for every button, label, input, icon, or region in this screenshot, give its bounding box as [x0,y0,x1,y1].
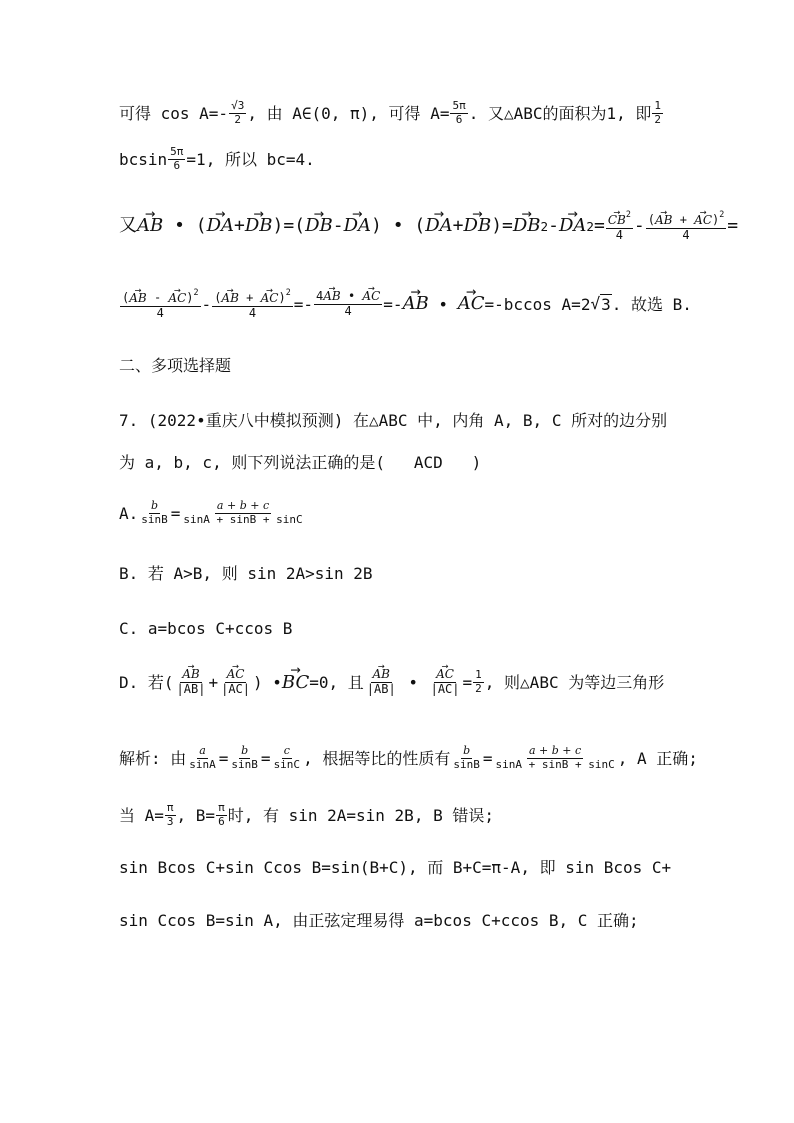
fraction-5pi-over-6: $\frac{5\pi}{6}$ [452,99,466,126]
fraction-ABplusAC-sq-over-4: $\frac{(\to AB + \to AC)^2}{4}$ [646,210,727,242]
fraction-1-over-2: $\frac{1}{2}$ [654,99,662,126]
vector-BC: → BC [282,672,309,694]
question-7-line-1: 7. (2022•重庆八中模拟预测) 在△ABC 中, 内角 A, B, C 所对的边分别 [119,411,668,430]
paren: ( [195,215,207,237]
paren: ( [294,215,306,237]
minus: - [392,294,403,314]
fraction-c-over-sinC: $\frac{c}{\sin C}$ [273,744,301,771]
question-7-line-2: 为 a, b, c, 则下列说法正确的是( ACD ) [119,453,482,472]
option-b: B. 若 A>B, 则 sin 2A>sin 2B [119,564,373,583]
fraction-a-over-sinA: $\frac{a}{\sin A}$ [189,744,216,771]
fraction-ABplusAC-sq-over-4: $\frac{(\to AB + \to AC)^2}{4}$ [212,288,293,320]
option-a: A. $\frac{b}{\sin B}$ = $\frac{a + b + c}{\sin A + \sin B + \sin C}$ [119,499,303,526]
equals: = [727,215,739,237]
dot-operator: • [428,294,458,314]
fraction-pi-over-3: $\frac{\pi}{3}$ [166,801,174,828]
equals: = [293,294,304,314]
vector-equation-line [119,210,738,242]
vector-DA: → DA [425,215,452,237]
text: , 由 A∈(0, π), 可得 A= [247,103,450,123]
vector-AB: → AB [137,215,163,237]
fraction-4ABAC-over-4: $\frac{4\to AB • \to AC}{4}$ [314,290,382,319]
vector-DB: → DB [464,215,492,237]
minus: - [303,294,314,314]
fraction-AB-over-absAB: → $\frac{AB}{|AB|}$ [365,668,398,697]
text: =1, 所以 bc=4. [186,149,315,169]
minus: - [332,215,344,237]
fraction-b-over-sinB: $\frac{b}{\sin B}$ [231,744,258,771]
vector-AB: → AB [403,293,429,315]
paren: ) [491,215,503,237]
fraction-pi-over-6: $\frac{\pi}{6}$ [218,801,225,828]
equals: = [502,215,513,237]
text: =-bccos A=2 [484,294,591,314]
dot-operator: • [163,215,196,237]
vector-DB: → DB [513,215,541,237]
paren: ) [371,215,382,237]
vector-DA: → DA [559,215,586,237]
paren: ) [272,215,284,237]
vector-DB: → DB [245,215,273,237]
vector-equation-continued [119,288,692,320]
sqrt-3: √ 3 [590,294,611,315]
exponent: 2 [586,218,595,234]
fraction-AC-over-absAC: → $\frac{AC}{|AC|}$ [429,668,462,697]
minus: - [548,215,559,237]
solution-analysis-line-4: sin Ccos B=sin A, 由正弦定理易得 a=bcos C+ccos B, C 正确; [119,911,639,930]
fraction-b-over-sinB: $\frac{b}{\sin B}$ [453,744,480,771]
text: . 又△ABC的面积为1, 即 [468,103,652,123]
fraction-5pi-over-6: $\frac{5\pi}{6}$ [170,145,184,172]
plus: + [452,215,464,237]
vector-DA: → DA [344,215,371,237]
fraction-abc-over-sum: $\frac{a + b + c}{\sin A + \sin B + \sin C}$ [495,744,615,771]
option-d: D. 若( → $\frac{AB}{|AB|}$ + → $\frac{AC}{|AC|}$ ) • → BC =0, 且 → $\frac{AB}{|AB|}$ • → $\frac{AC}{|AC|}$ = $\frac{1}{2}$ , 则△ABC 为等边三角形 [119,668,664,697]
fraction-ABminusAC-sq-over-4: $\frac{(\to AB - \to AC)^2}{4}$ [120,288,201,320]
solution-line-1 [119,100,664,126]
solution-analysis-line-1: 解析: 由 $\frac{a}{\sin A}$ = $\frac{b}{\sin B}$ = $\frac{c}{\sin C}$ , 根据等比的性质有 $\frac{b}{\sin B}$ = $\frac{a + b + c}{\sin A + \sin B + \sin C}$ , A 正确; [119,744,698,771]
solution-line-2 [119,146,315,172]
fraction-abc-over-sum: $\frac{a + b + c}{\sin A + \sin B + \sin C}$ [183,499,303,526]
vector-DA: → DA [207,215,234,237]
text: . 故选 B. [611,294,692,314]
fraction-AB-over-absAB: → $\frac{AB}{|AB|}$ [175,668,208,697]
section-title: 二、多项选择题 [119,356,232,375]
vector-DB: → DB [305,215,333,237]
fraction-1-over-2: $\frac{1}{2}$ [475,668,482,695]
option-c: C. a=bcos C+ccos B [119,619,293,638]
exponent: 2 [540,218,549,234]
minus: - [633,215,645,237]
dot-operator: • [381,215,415,237]
equals: = [594,215,605,237]
fraction-CB-sq-over-4: → $\frac{CB^2}{4}$ [606,210,633,242]
fraction-sqrt3-over-2: $\frac{√3}{2}$ [231,99,245,126]
solution-analysis-line-3: sin Bcos C+sin Ccos B=sin(B+C), 而 B+C=π-A, 即 sin Bcos C+ [119,858,672,877]
text: 又 [119,215,137,237]
paren: ( [414,215,426,237]
text: 可得 cos A=- [119,103,229,123]
minus: - [201,294,212,314]
fraction-AC-over-absAC: → $\frac{AC}{|AC|}$ [219,668,252,697]
vector-AC: → AC [458,293,485,315]
equals: = [283,215,295,237]
solution-analysis-line-2: 当 A= $\frac{\pi}{3}$ , B= $\frac{\pi}{6}$ 时, 有 sin 2A=sin 2B, B 错误; [119,801,494,828]
text: bcsin [119,149,168,169]
plus: + [234,215,245,237]
equals: = [383,294,393,314]
fraction-b-over-sinB: $\frac{b}{\sin B}$ [141,499,168,526]
